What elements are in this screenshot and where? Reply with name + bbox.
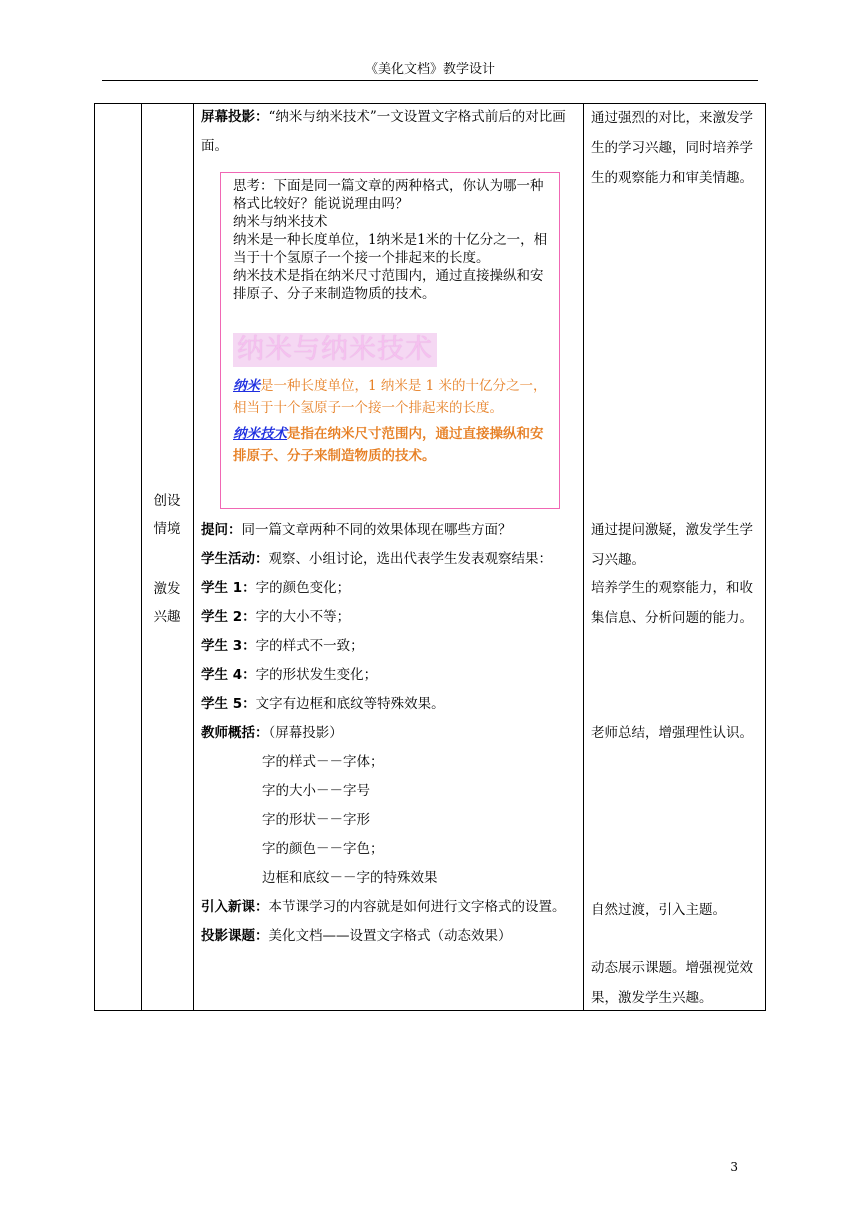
- student-text: 字的大小不等；: [255, 609, 351, 625]
- side-note-text: 通过强烈的对比，来激发学生的学习兴趣，同时培养学生的观察能力和审美情趣。: [591, 110, 753, 186]
- question-text: 同一篇文章两种不同的效果体现在哪些方面？: [241, 522, 512, 538]
- student-text: 字的形状发生变化；: [255, 667, 378, 683]
- student-text: 字的样式不一致；: [255, 638, 364, 654]
- comparison-box: [220, 172, 560, 509]
- stage-label-line1: 创设: [153, 493, 181, 509]
- student-item: [201, 632, 579, 661]
- column-divider-3: [583, 103, 584, 1011]
- student-label: 学生 4：: [201, 667, 256, 683]
- student-label: 学生 3：: [201, 638, 256, 654]
- side-note-text: 自然过渡，引入主题。: [591, 902, 726, 918]
- summary-item: 字的样式－－字体；: [262, 754, 384, 770]
- student-label: 学生 5：: [201, 696, 256, 712]
- page-header: 《美化文档》教学设计: [364, 62, 495, 77]
- projection-label: 屏幕投影：: [201, 109, 269, 125]
- side-note-4: [591, 718, 761, 748]
- side-note-text: 培养学生的观察能力，和收集信息、分析问题的能力。: [591, 580, 753, 626]
- styled-term-1: 纳米: [233, 378, 260, 394]
- projection-paragraph: [201, 103, 579, 161]
- intro-label: 引入新课：: [201, 899, 269, 915]
- side-note-1: [591, 103, 761, 193]
- column-divider-2: [193, 103, 194, 1011]
- styled-term-2: 纳米技术: [233, 426, 287, 442]
- side-note-3: [591, 573, 761, 633]
- styled-text-2: 是指在纳米尺寸范围内，通过直接操纵和安排原子、分子来制造物质的技术。: [233, 426, 544, 464]
- activity-label: 学生活动：: [201, 551, 269, 567]
- activity-section: [201, 516, 579, 951]
- styled-text-1: 是一种长度单位，1 纳米是 1 米的十亿分之一，相当于十个氢原子一个接一个排起来的长度。: [233, 378, 547, 416]
- styled-paragraph-2: [233, 423, 549, 467]
- styled-title: 纳米与纳米技术: [233, 333, 437, 367]
- student-item: [201, 690, 579, 719]
- side-note-text: 老师总结，增强理性认识。: [591, 725, 753, 741]
- topic-text: 美化文档——设置文字格式（动态效果）: [268, 928, 512, 944]
- projection-text: “纳米与纳米技术”一文设置文字格式前后的对比画面。: [201, 109, 566, 154]
- stage-label-line2: 情境: [153, 521, 181, 537]
- side-note-5: [591, 895, 761, 925]
- plain-paragraph-1: 纳米是一种长度单位，1纳米是1米的十亿分之一，相当于十个氢原子一个接一个排起来的长度。: [233, 232, 548, 266]
- student-label: 学生 1：: [201, 580, 256, 596]
- column-divider-1: [141, 103, 142, 1011]
- student-text: 字的颜色变化；: [255, 580, 351, 596]
- question-label: 提问：: [201, 522, 242, 538]
- summary-item: 字的形状－－字形: [262, 812, 370, 828]
- plain-paragraph-2: 纳米技术是指在纳米尺寸范围内，通过直接操纵和安排原子、分子来制造物质的技术。: [233, 268, 544, 302]
- stage-label-line4: 兴趣: [153, 609, 181, 625]
- stage-label-line3: 激发: [153, 581, 181, 597]
- student-item: [201, 661, 579, 690]
- summary-label: 教师概括：: [201, 725, 269, 741]
- styled-paragraph-1: [233, 375, 549, 419]
- side-note-text: 通过提问激疑，激发学生学习兴趣。: [591, 522, 753, 568]
- topic-label: 投影课题：: [201, 928, 269, 944]
- student-item: [201, 603, 579, 632]
- summary-item: 字的大小－－字号: [262, 783, 370, 799]
- summary-text: （屏幕投影）: [268, 725, 343, 741]
- note-question: 思考：下面是同一篇文章的两种格式，你认为哪一种格式比较好？能说说理由吗？: [233, 178, 544, 212]
- summary-item: 边框和底纹－－字的特殊效果: [262, 870, 438, 886]
- student-label: 学生 2：: [201, 609, 256, 625]
- student-text: 文字有边框和底纹等特殊效果。: [255, 696, 445, 712]
- summary-item: 字的颜色－－字色；: [262, 841, 384, 857]
- page-number: 3: [730, 1160, 738, 1174]
- side-note-6: [591, 953, 761, 1013]
- side-note-2: [591, 515, 761, 575]
- side-note-text: 动态展示课题。增强视觉效果，激发学生兴趣。: [591, 960, 753, 1006]
- plain-title: 纳米与纳米技术: [233, 214, 328, 230]
- student-item: [201, 574, 579, 603]
- activity-text: 观察、小组讨论，选出代表学生发表观察结果：: [268, 551, 552, 567]
- header-rule: [102, 80, 758, 81]
- intro-text: 本节课学习的内容就是如何进行文字格式的设置。: [268, 899, 566, 915]
